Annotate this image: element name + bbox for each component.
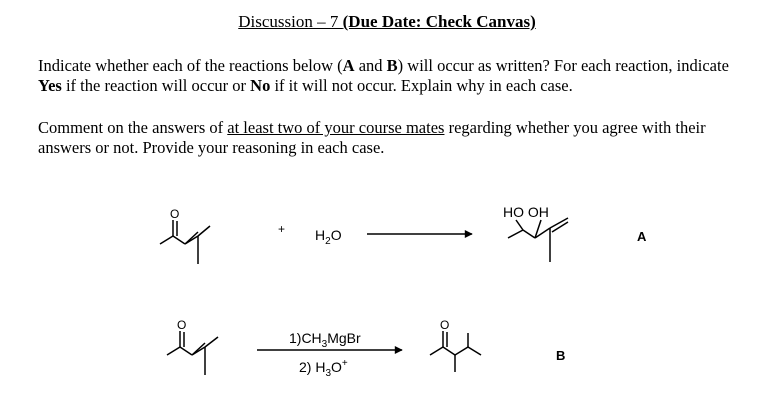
reaction-a-reagent: $H_2O$ <box>315 227 342 247</box>
reaction-b-reactant-structure <box>167 331 218 375</box>
p1-text-c: if the reaction will occur or <box>61 76 251 95</box>
p1-bold-A: A <box>342 56 355 75</box>
p1-text-and: and <box>354 56 387 75</box>
p1-text-d: if it will not occur. Explain why in each case. <box>270 76 573 95</box>
p2-text-b: regarding whether you agree with their answers or not. Provide your reasoning in each case. <box>38 118 706 157</box>
p2-underlined: at least two of your course mates <box>227 118 445 137</box>
reaction-b-reagent-1: $1)CH_3MgBr$ <box>289 330 361 350</box>
reaction-a-plus: + <box>278 222 286 236</box>
title-due-date: (Due Date: Check Canvas) <box>342 12 536 31</box>
p1-bold-no: No <box>250 76 271 95</box>
title-prefix: Discussion – 7 <box>238 12 343 31</box>
reaction-a-label: A <box>637 229 647 244</box>
p1-bold-yes: Yes <box>38 76 62 95</box>
reaction-b-reagent-2: 2) $H_3O^+$ <box>299 358 348 379</box>
reaction-b-product-structure <box>430 331 481 372</box>
reaction-a-oxygen-label: O <box>170 207 180 221</box>
p1-text-b: ) will occur as written? For each reaction, indicate <box>397 56 729 75</box>
reaction-a-reactant-structure <box>160 220 210 264</box>
reaction-b-product-oxygen-label: O <box>440 318 450 332</box>
reaction-b-label: B <box>556 348 566 363</box>
reaction-b-oxygen-label: O <box>177 318 187 332</box>
reaction-a-product-hydroxyls: HO OH <box>503 204 549 220</box>
p2-text-a: Comment on the answers of <box>38 118 228 137</box>
p1-text-a: Indicate whether each of the reactions below ( <box>38 56 343 75</box>
p1-bold-B: B <box>386 56 398 75</box>
reaction-a-product-structure <box>508 218 568 262</box>
